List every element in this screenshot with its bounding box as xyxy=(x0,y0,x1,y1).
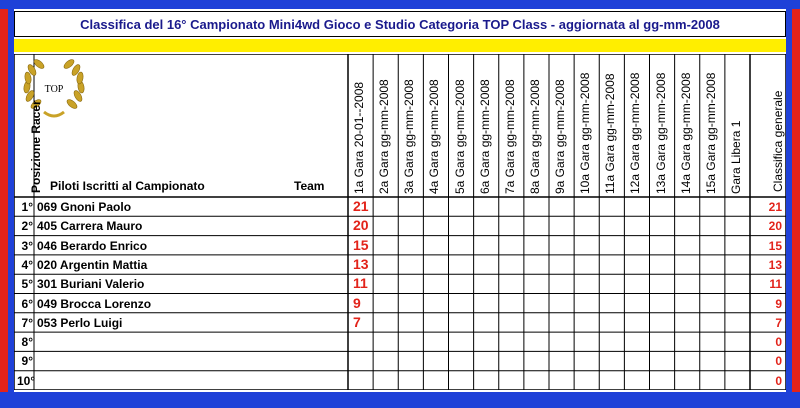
row-pilot-name: 405 Carrera Mauro xyxy=(37,219,143,234)
title-box xyxy=(14,11,786,37)
row-position: 4° xyxy=(21,257,33,272)
top-border xyxy=(0,0,800,9)
row-pilot-name: 053 Perlo Luigi xyxy=(37,315,123,330)
row-total-points: 13 xyxy=(768,257,782,272)
row-total-points: 15 xyxy=(768,238,782,253)
row-position: 5° xyxy=(21,277,33,292)
left-red-border xyxy=(0,9,8,392)
row-total-points: 21 xyxy=(768,200,782,214)
race-header: 9a Gara gg-mm-2008 xyxy=(553,79,567,194)
row-race1-points: 13 xyxy=(353,255,369,272)
row-pilot-name: 049 Brocca Lorenzo xyxy=(37,296,152,311)
row-total-points: 7 xyxy=(775,315,782,330)
row-pilot-name: 020 Argentin Mattia xyxy=(37,257,148,272)
race-header: 11a Gara gg-mm-2008 xyxy=(603,73,618,194)
row-race1-points: 7 xyxy=(353,313,361,330)
header-team: Team xyxy=(294,179,325,193)
race-header: Gara Libera 1 xyxy=(728,120,743,194)
logo-text: TOP xyxy=(44,84,64,95)
race-header: 8a Gara gg-mm-2008 xyxy=(527,79,542,194)
row-pilot-name: 069 Gnoni Paolo xyxy=(37,200,132,214)
race-header: 5a Gara gg-mm-2008 xyxy=(452,79,467,194)
row-total-points: 20 xyxy=(768,219,782,234)
right-red-border xyxy=(792,9,800,392)
row-position: 8° xyxy=(21,335,33,350)
row-position: 2° xyxy=(21,219,33,234)
standings-table xyxy=(14,54,786,390)
row-race1-points: 20 xyxy=(353,217,369,234)
row-position: 10° xyxy=(17,373,36,388)
race-header: 14a Gara gg-mm-2008 xyxy=(678,72,693,194)
row-pilot-name: 046 Berardo Enrico xyxy=(37,238,148,253)
race-header: 3a Gara gg-mm-2008 xyxy=(402,79,417,194)
header-pilots: Piloti Iscritti al Campionato xyxy=(50,179,205,193)
row-total-points: 11 xyxy=(769,277,782,292)
header-total: Classifica generale xyxy=(771,90,785,192)
yellow-band xyxy=(14,39,786,52)
bottom-border xyxy=(0,392,800,408)
race-header: 12a Gara gg-mm-2008 xyxy=(628,72,643,194)
race-header: 13a Gara gg-mm-2008 xyxy=(653,72,668,194)
page-title: Classifica del 16° Campionato Mini4wd Gioco e Studio Categoria TOP Class - aggiornata al gg-mm-2008 xyxy=(80,16,720,32)
race-header: 15a Gara gg-mm-2008 xyxy=(703,72,718,194)
header-position: Posizione Racer xyxy=(29,100,43,193)
row-race1-points: 9 xyxy=(353,294,361,311)
row-position: 3° xyxy=(21,238,33,253)
row-pilot-name: 301 Buriani Valerio xyxy=(37,277,145,292)
race-header: 1a Gara 20-01--2008 xyxy=(352,81,366,194)
row-position: 7° xyxy=(21,315,33,330)
race-header: 6a Gara gg-mm-2008 xyxy=(477,79,492,194)
row-position: 1° xyxy=(21,200,33,214)
race-header: 10a Gara gg-mm-2008 xyxy=(578,72,593,194)
laurel-wreath-logo xyxy=(14,54,94,126)
row-total-points: 0 xyxy=(775,354,782,369)
race-header: 2a Gara gg-mm-2008 xyxy=(377,79,392,194)
row-race1-points: 21 xyxy=(353,198,369,214)
row-position: 6° xyxy=(21,296,33,311)
row-total-points: 0 xyxy=(775,373,782,388)
row-position: 9° xyxy=(21,354,33,369)
race-header: 4a Gara gg-mm-2008 xyxy=(427,79,442,194)
row-total-points: 9 xyxy=(775,296,782,311)
race-header: 7a Gara gg-mm-2008 xyxy=(502,79,517,194)
row-total-points: 0 xyxy=(775,335,782,350)
row-race1-points: 11 xyxy=(353,275,368,292)
row-race1-points: 15 xyxy=(353,236,369,253)
